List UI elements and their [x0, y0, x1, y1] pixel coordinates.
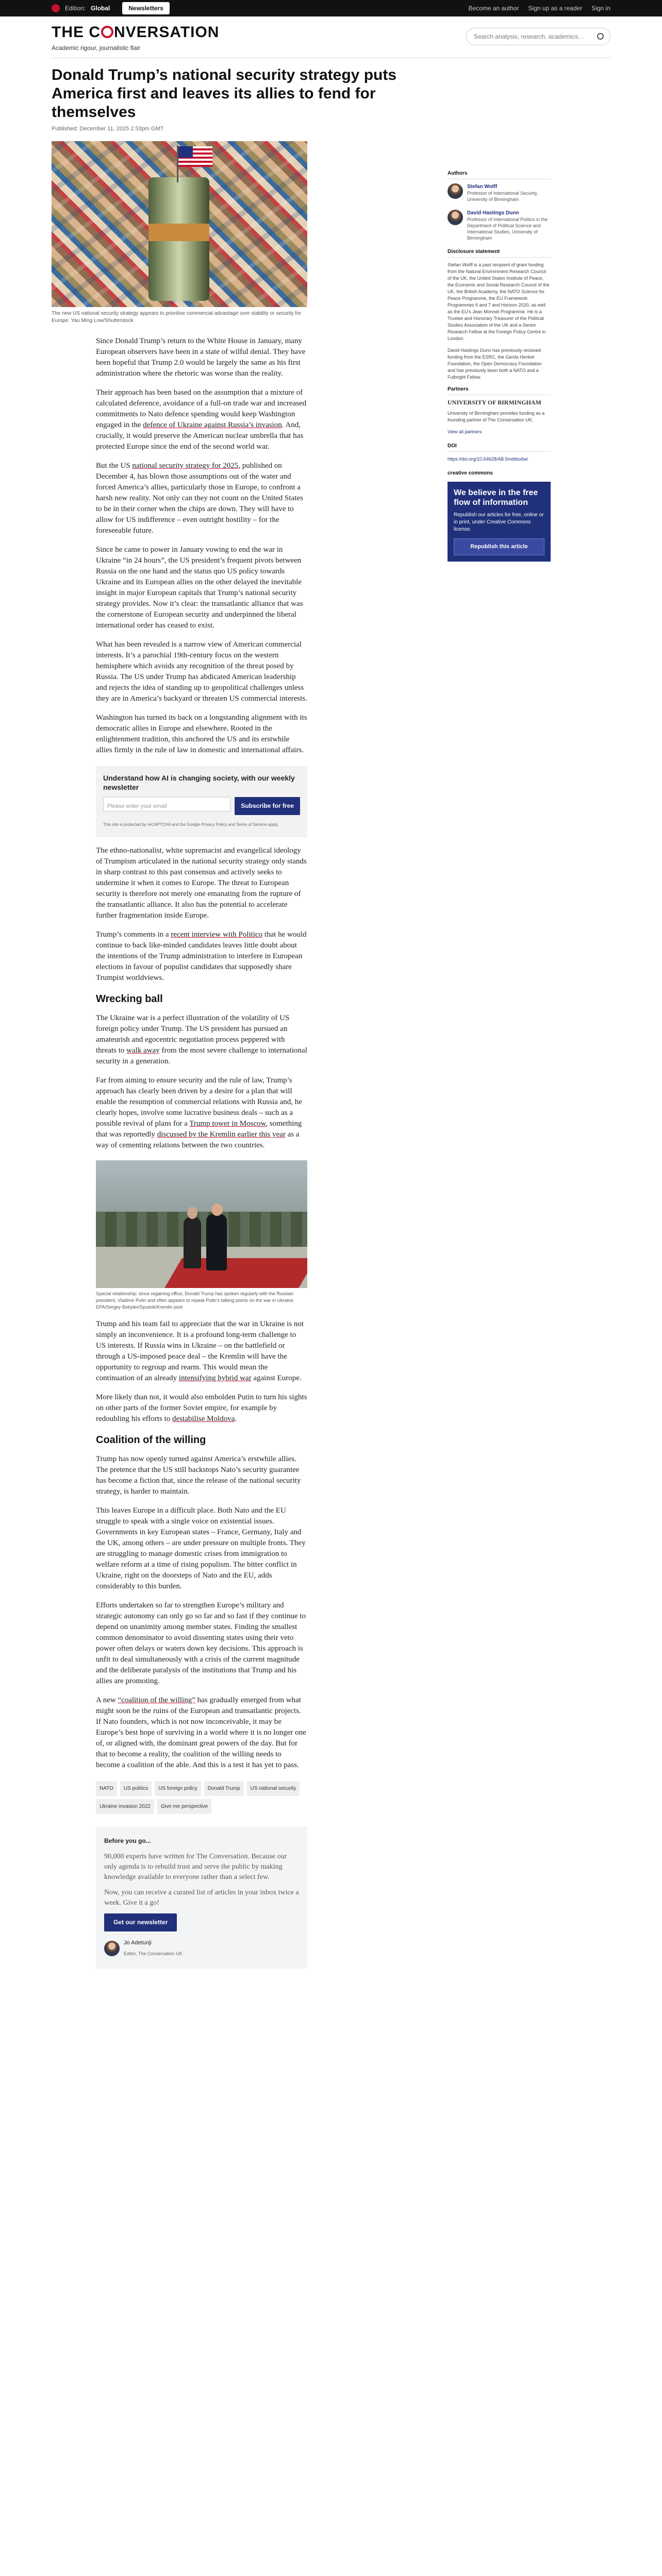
hero-caption: The new US national security strategy appears to prioritise commercial advantage over stability or security for Europe. Yau Ming Low/Shutterstock	[52, 311, 302, 324]
sidebar	[448, 170, 551, 562]
trump-putin-photo	[96, 1160, 307, 1288]
university-of-birmingham-logo[interactable]: UNIVERSITY OF BIRMINGHAM	[448, 399, 541, 406]
author-role: Professor of International Politics in the Department of Political Science and International Studies, University of Birmingham	[467, 217, 548, 241]
article	[52, 66, 433, 1969]
paragraph: This leaves Europe in a difficult place. Both Nato and the EU struggle to speak with a single voice on existential issues. Governments in key European states – France, Germany, Italy and the UK, among others – are under pressure on multiple fronts. They are struggling to manage domestic crises from immigration to welfare reform at a time of rising populism. The bitter conflict in Ukraine, right on the doorsteps of Nato and the EU, adds considerably to this burden.	[96, 1506, 306, 1590]
paragraph: Trump’s comments in a recent interview with Politico that he would continue to back like-minded candidates leaves little doubt about the intentions of the Trump administration to interfere in European elections in favour of populist candidates that supposedly share Trumpist worldviews.	[96, 930, 307, 982]
link-destabilise-moldova[interactable]: destabilise Moldova	[172, 1415, 235, 1423]
edition-label: Edition:	[65, 5, 86, 12]
sign-in-link[interactable]: Sign in	[591, 5, 610, 12]
logo-o-icon	[101, 26, 113, 38]
logo-text-start: THE C	[52, 24, 101, 41]
edition-selector[interactable]: Global	[91, 5, 110, 12]
tag[interactable]: NATO	[96, 1781, 117, 1796]
before-you-go-text: Now, you can receive a curated list of articles in your inbox twice a week. Give it a go!	[104, 1889, 299, 1907]
republish-title: We believe in the free flow of information	[454, 488, 538, 507]
search-input[interactable]	[466, 28, 610, 45]
before-you-go-text: 90,000 experts have written for The Conversation. Because our only agenda is to rebuild trust and serve the public by making knowledge available to everyone rather than a select few.	[104, 1853, 287, 1881]
link-defence-ukraine[interactable]: defence of Ukraine against Russia’s invasion	[143, 421, 282, 429]
paragraph: More likely than not, it would also embolden Putin to turn his sights on other parts of the former Soviet empire, for example by redoubling his efforts to destabilise Moldova.	[96, 1393, 307, 1423]
author-card[interactable]	[448, 183, 551, 202]
avatar	[448, 210, 463, 225]
tag[interactable]: Donald Trump	[204, 1781, 244, 1796]
newsletter-signup	[96, 766, 307, 837]
author-card[interactable]	[448, 210, 551, 241]
hero-image	[52, 141, 307, 307]
doi-heading: DOI	[448, 443, 551, 452]
link-hybrid-war[interactable]: intensifying hybrid war	[178, 1374, 252, 1382]
link-trump-tower[interactable]: Trump tower in Moscow	[189, 1120, 266, 1128]
paragraph: Washington has turned its back on a longstanding alignment with its democratic allies in Europe and elsewhere. Rooted in the enlightenment tradition, this anchored the US and its erstwhile allies firmly in the rule of law in domestic and international affairs.	[96, 714, 307, 754]
paragraph: Far from aiming to ensure security and the rule of law, Trump’s approach has clearly been driven by a desire for a plan that will enable the resumption of commercial relations with Russia and, he clearly hopes, involve some lucrative business deals – such as a possible revival of plans for a Trump tower in Moscow, something that was reportedly discussed by the Kremlin earlier this year as a way of cementing relations between the two countries.	[96, 1076, 302, 1149]
paragraph: Trump and his team fail to appreciate that the war in Ukraine is not simply an inconvenience. It is a profound long-term challenge to US interests. If Russia wins in Ukraine – on the battlefield or through a US-imposed peace deal – the Kremlin will have the opportunity to regroup and rearm. This would mean the continuation of an already intensifying hybrid war against Europe.	[96, 1320, 304, 1382]
author-role: Professor of International Security, University of Birmingham	[467, 191, 538, 202]
partners-heading: Partners	[448, 386, 551, 395]
paragraph: Trump has now openly turned against America’s erstwhile allies. The pretence that the US still backstops Nato’s security guarantee has become a fiction that, since the release of the national security strategy, is harder to maintain.	[96, 1455, 301, 1496]
view-all-partners-link[interactable]: View all partners	[448, 429, 482, 434]
author-name[interactable]: Stefan Wolff	[467, 184, 498, 190]
paragraph: What has been revealed is a narrow view of American commercial interests. It’s a parochial 19th-century focus on the western hemisphere which avoids any recognition of the threat posed by Russia. The US under Trump has abdicated American leadership and rejects the idea of standing up to geopolitical challenges unless they are in America’s backyard or threaten US commercial interests.	[96, 640, 307, 703]
site-header	[52, 16, 610, 58]
tag[interactable]: US politics	[120, 1781, 152, 1796]
paragraph: Since Donald Trump’s return to the White House in January, many European observers have been in a state of wilful denial. They have been hopeful that Trump 2.0 would be largely the same as his first administration where the rhetoric was worse than the reality.	[96, 337, 306, 378]
published-date: Published: December 11, 2025 2.53pm GMT	[52, 126, 164, 132]
become-author-link[interactable]: Become an author	[468, 5, 519, 12]
search-placeholder: Search analysis, research, academics…	[474, 33, 585, 40]
paragraph: A new “coalition of the willing” has gradually emerged from what might soon be the ruins of the European and transatlantic projects. If Nato founders, which is not now inconceivable, it may be Europe’s best hope of surviving in a world where it is no longer one of, or aligned with, the dominant great powers of the day. But for that to become a reality, the coalition of the willing needs to become a coalition of the able. And this is a test it has yet to pass.	[96, 1696, 306, 1769]
email-field[interactable]: Please enter your email	[103, 797, 230, 811]
before-you-go-box	[96, 1826, 307, 1969]
search-icon[interactable]	[597, 33, 604, 40]
logo-text-end: NVERSATION	[114, 24, 220, 41]
link-national-security-strategy[interactable]: national security strategy for 2025	[132, 462, 239, 470]
newsletters-button[interactable]: Newsletters	[122, 2, 169, 14]
link-politico-interview[interactable]: recent interview with Politico	[171, 930, 263, 939]
doi-link[interactable]: https://doi.org/10.64628/AB.5mddsx6ar	[448, 456, 528, 462]
article-title: Donald Trump’s national security strategy puts America first and leaves its allies to fend for themselves	[52, 66, 397, 121]
editor-role: Editor, The Conversation UK	[124, 1951, 183, 1956]
authors-heading: Authors	[448, 170, 551, 179]
sign-up-link[interactable]: Sign up as a reader	[528, 5, 583, 12]
author-name[interactable]: David Hastings Dunn	[467, 210, 519, 216]
paragraph: Their approach has been based on the assumption that a mixture of calculated deference, avoidance of a full-on trade war and increased commitments to Nato defence spending would keep Washington engaged in the defence of Ukraine against Russia’s invasion. And, crucially, it would preserve the American nuclear umbrella that has protected Europe since the end of the second world war.	[96, 388, 307, 451]
disclosure-text: Stefan Wolff is a past recipient of grant funding from the Natural Environment Research Council of the UK, the United States Institute of Peace, the Economic and Social Research Council of the UK, the British Academy, the NATO Science for Peace Programme, the EU Framework Programmes 6 and 7 and Horizon 2020, as well as the EU's Jean Monnet Programme. He is a Trustee and Honorary Treasurer of the Political Studies Association of the UK and a Senior Research Fellow at the Foreign Policy Centre in London.	[448, 262, 550, 341]
article-body	[96, 336, 307, 1969]
conversation-logo-icon[interactable]	[52, 4, 60, 12]
paragraph: But the US national security strategy for 2025, published on December 4, has blown those assumptions out of the water and forced America’s allies, particularly those in Europe, to confront a harsh new reality. Not only can they not count on the United States to be in their corner when the chips are down. They will have to allow for US indifference – even outright hostility – for the foreseeable future.	[96, 462, 303, 535]
link-walk-away[interactable]: walk away	[126, 1046, 160, 1055]
republish-button[interactable]: Republish this article	[454, 538, 544, 555]
section-heading: Coalition of the willing	[96, 1434, 206, 1446]
site-logo[interactable]	[52, 24, 219, 41]
disclosure-text: David Hastings Dunn has previously received funding from the ESRC, the Gerda Henkel Foundation, the Open Democracy Foundation and has previously been both a NATO and a Fulbright Fellow.	[448, 348, 542, 380]
get-newsletter-button[interactable]: Get our newsletter	[104, 1913, 177, 1931]
avatar	[104, 1941, 120, 1956]
creative-commons-logo: creative commons	[448, 470, 493, 476]
subscribe-button[interactable]: Subscribe for free	[235, 797, 300, 815]
link-kremlin-discussion[interactable]: discussed by the Kremlin earlier this year	[157, 1130, 286, 1139]
editor-name: Jo Adetunji	[124, 1940, 152, 1946]
top-bar	[0, 0, 662, 16]
tag[interactable]: US foreign policy	[155, 1781, 201, 1796]
republish-text: Republish our articles for free, online or in print, under Creative Commons license.	[454, 512, 544, 532]
recaptcha-notice: This site is protected by reCAPTCHA and the Google Privacy Policy and Terms of Service apply.	[103, 822, 279, 827]
newsletter-title: Understand how AI is changing society, with our weekly newsletter	[103, 774, 295, 791]
photo-caption: Special relationship: since regaining office, Donald Trump has spoken regularly with the Russian president, Vladimir Putin and often appears to repeat Putin’s talking points on the war in Ukraine. EPA/Sergey Bobylev/Sputnik/Kremlin pool	[96, 1291, 295, 1310]
before-you-go-title: Before you go...	[104, 1837, 151, 1844]
partner-text: University of Birmingham provides funding as a founding partner of The Conversation UK.	[448, 411, 545, 422]
paragraph: Since he came to power in January vowing to end the war in Ukraine “in 24 hours”, the US president’s frequent pivots between Russia on the one hand and the status quo US policy towards Ukraine and its European allies on the other delayed the inevitable insight in major European capitals that Trump’s national security strategy provides. Now it’s clear: the transatlantic alliance that was the cornerstone of European security and underpinned the liberal international order has ceased to exist.	[96, 546, 303, 630]
site-tagline: Academic rigour, journalistic flair	[52, 44, 141, 52]
tag[interactable]: US national security	[247, 1781, 300, 1796]
tag[interactable]: Give me perspective	[157, 1799, 211, 1814]
tag[interactable]: Ukraine invasion 2022	[96, 1799, 154, 1814]
section-heading: Wrecking ball	[96, 993, 163, 1005]
editor-signature	[104, 1938, 299, 1959]
paragraph: The Ukraine war is a perfect illustration of the volatility of US foreign policy under Trump. The US president has pursued an amateurish and egocentric negotiation process peppered with threats to walk away from the most severe challenge to international security in a generation.	[96, 1014, 307, 1065]
disclosure-heading: Disclosure statement	[448, 248, 551, 258]
avatar	[448, 183, 463, 199]
paragraph: Efforts undertaken so far to strengthen Europe’s military and strategic autonomy can only go so far and so fast if they continue to depend on unanimity among member states. Finding the smallest common denominator to avoid dissenting states using their veto power often delays or waters down key decisions. This approach is unfit to deal simultaneously with a crisis of the current magnitude and the deliberate paralysis of the institutions that Trump and his allies are promoting.	[96, 1601, 306, 1685]
paragraph: The ethno-nationalist, white supremacist and evangelical ideology of Trumpism articulated in the national security strategy only stands in sharp contrast to this past consensus and actively seeks to undermine it when it comes to Europe. The threat to European security is therefore not merely one emanating from the rupture of the transatlantic alliance. It also has the potential to accelerate further fragmentation inside Europe.	[96, 846, 307, 920]
tag-list	[96, 1781, 307, 1814]
republish-box	[448, 482, 551, 562]
link-coalition-of-willing[interactable]: “coalition of the willing”	[118, 1696, 195, 1704]
